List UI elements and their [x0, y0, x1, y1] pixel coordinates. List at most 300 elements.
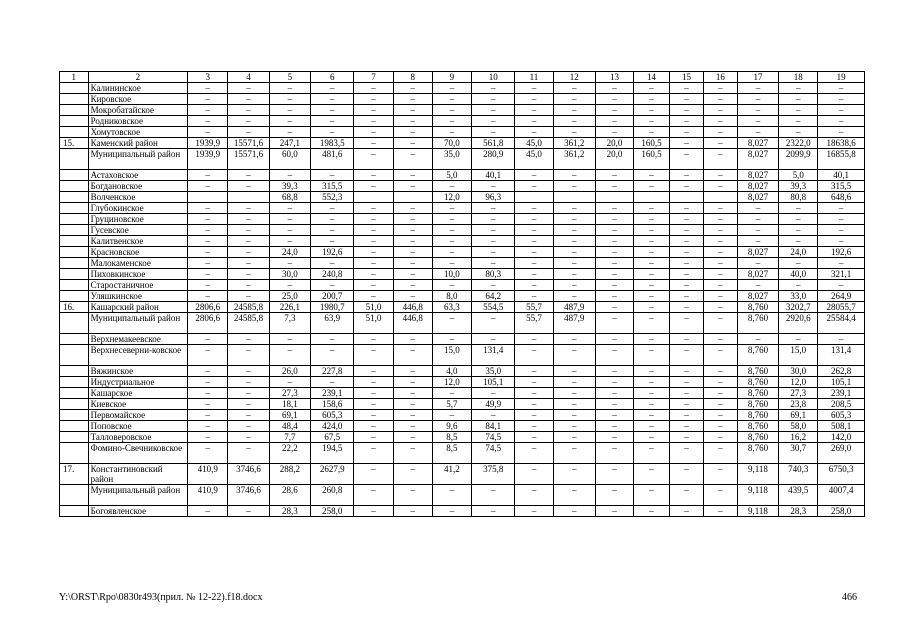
- value-cell: 28,6: [269, 485, 310, 506]
- table-row: [60, 203, 865, 214]
- value-cell: 8,760: [737, 302, 778, 313]
- value-cell: –: [471, 247, 514, 258]
- value-cell: 12,0: [432, 377, 471, 388]
- value-cell: 1980,7: [311, 302, 354, 313]
- value-cell: –: [432, 236, 471, 247]
- value-cell: 1939,9: [188, 138, 228, 149]
- value-cell: –: [670, 399, 704, 410]
- value-cell: –: [354, 399, 393, 410]
- value-cell: –: [228, 127, 269, 138]
- row-number-cell: [60, 399, 89, 410]
- table-row: [60, 149, 865, 170]
- row-number-cell: [60, 116, 89, 127]
- value-cell: –: [432, 105, 471, 116]
- value-cell: 446,8: [393, 302, 432, 313]
- value-cell: 446,8: [393, 313, 432, 334]
- value-cell: [188, 192, 228, 203]
- row-name-cell: Муниципальный район: [88, 313, 188, 334]
- value-cell: –: [311, 258, 354, 269]
- value-cell: –: [393, 506, 432, 517]
- value-cell: –: [393, 366, 432, 377]
- value-cell: –: [228, 506, 269, 517]
- value-cell: 8,760: [737, 377, 778, 388]
- value-cell: –: [432, 225, 471, 236]
- row-name-cell: Глубокинское: [88, 203, 188, 214]
- value-cell: 55,7: [515, 313, 553, 334]
- value-cell: –: [670, 280, 704, 291]
- value-cell: –: [670, 485, 704, 506]
- value-cell: –: [269, 377, 310, 388]
- value-cell: 260,8: [311, 485, 354, 506]
- row-number-cell: [60, 105, 89, 116]
- value-cell: –: [634, 506, 670, 517]
- value-cell: –: [595, 302, 633, 313]
- value-cell: 30,7: [779, 443, 818, 464]
- value-cell: 8,027: [737, 247, 778, 258]
- value-cell: –: [432, 83, 471, 94]
- value-cell: –: [354, 377, 393, 388]
- value-cell: –: [188, 203, 228, 214]
- row-name-cell: Первомайское: [88, 410, 188, 421]
- value-cell: –: [471, 225, 514, 236]
- value-cell: –: [515, 203, 553, 214]
- value-cell: –: [354, 236, 393, 247]
- value-cell: 8,760: [737, 345, 778, 366]
- row-name-cell: Калининское: [88, 83, 188, 94]
- value-cell: –: [553, 421, 595, 432]
- value-cell: 105,1: [818, 377, 865, 388]
- value-cell: –: [515, 225, 553, 236]
- table-row: [60, 399, 865, 410]
- value-cell: –: [354, 269, 393, 280]
- header-cell: 14: [634, 72, 670, 83]
- value-cell: –: [432, 506, 471, 517]
- value-cell: –: [634, 366, 670, 377]
- value-cell: –: [703, 94, 737, 105]
- value-cell: 315,5: [311, 181, 354, 192]
- value-cell: 58,0: [779, 421, 818, 432]
- value-cell: –: [634, 345, 670, 366]
- value-cell: –: [269, 225, 310, 236]
- header-cell: 5: [269, 72, 310, 83]
- value-cell: –: [595, 443, 633, 464]
- value-cell: –: [471, 203, 514, 214]
- value-cell: –: [595, 313, 633, 334]
- value-cell: –: [553, 181, 595, 192]
- row-name-cell: Вяжинское: [88, 366, 188, 377]
- value-cell: 40,1: [471, 170, 514, 181]
- value-cell: –: [553, 116, 595, 127]
- value-cell: –: [354, 388, 393, 399]
- value-cell: –: [393, 399, 432, 410]
- row-name-cell: Волченское: [88, 192, 188, 203]
- value-cell: –: [818, 258, 865, 269]
- value-cell: –: [354, 258, 393, 269]
- value-cell: –: [188, 388, 228, 399]
- value-cell: –: [188, 334, 228, 345]
- value-cell: –: [354, 410, 393, 421]
- value-cell: –: [228, 366, 269, 377]
- value-cell: –: [354, 366, 393, 377]
- value-cell: –: [703, 83, 737, 94]
- value-cell: –: [670, 94, 704, 105]
- value-cell: 69,1: [779, 410, 818, 421]
- value-cell: –: [553, 94, 595, 105]
- value-cell: –: [703, 269, 737, 280]
- value-cell: –: [515, 280, 553, 291]
- value-cell: 226,1: [269, 302, 310, 313]
- value-cell: 24585,8: [228, 313, 269, 334]
- value-cell: –: [703, 313, 737, 334]
- value-cell: –: [595, 269, 633, 280]
- row-name-cell: Каменский район: [88, 138, 188, 149]
- value-cell: –: [595, 247, 633, 258]
- value-cell: 51,0: [354, 313, 393, 334]
- value-cell: –: [737, 105, 778, 116]
- value-cell: 258,0: [818, 506, 865, 517]
- value-cell: –: [595, 181, 633, 192]
- value-cell: –: [269, 83, 310, 94]
- table-row: [60, 236, 865, 247]
- row-number-cell: [60, 443, 89, 464]
- value-cell: –: [670, 127, 704, 138]
- value-cell: 70,0: [432, 138, 471, 149]
- value-cell: –: [354, 94, 393, 105]
- value-cell: [515, 192, 553, 203]
- value-cell: –: [634, 388, 670, 399]
- value-cell: –: [595, 83, 633, 94]
- header-cell: 16: [703, 72, 737, 83]
- value-cell: –: [188, 94, 228, 105]
- value-cell: –: [354, 421, 393, 432]
- value-cell: 605,3: [818, 410, 865, 421]
- row-number-cell: [60, 421, 89, 432]
- value-cell: –: [634, 258, 670, 269]
- row-number-cell: [60, 247, 89, 258]
- value-cell: 9,118: [737, 485, 778, 506]
- value-cell: –: [595, 432, 633, 443]
- value-cell: –: [595, 127, 633, 138]
- value-cell: –: [228, 258, 269, 269]
- data-table: [59, 71, 865, 517]
- value-cell: –: [595, 464, 633, 485]
- value-cell: –: [553, 506, 595, 517]
- value-cell: 41,2: [432, 464, 471, 485]
- row-name-cell: Муниципальный район: [88, 485, 188, 506]
- value-cell: –: [703, 291, 737, 302]
- row-number-cell: [60, 170, 89, 181]
- value-cell: –: [354, 149, 393, 170]
- value-cell: –: [393, 485, 432, 506]
- table-row: [60, 105, 865, 116]
- header-cell: 2: [88, 72, 188, 83]
- value-cell: –: [188, 116, 228, 127]
- value-cell: –: [228, 181, 269, 192]
- table-row: [60, 432, 865, 443]
- value-cell: 8,027: [737, 149, 778, 170]
- value-cell: –: [703, 410, 737, 421]
- row-name-cell: Киевское: [88, 399, 188, 410]
- value-cell: –: [432, 313, 471, 334]
- value-cell: –: [432, 258, 471, 269]
- value-cell: –: [670, 236, 704, 247]
- value-cell: –: [634, 377, 670, 388]
- header-cell: 7: [354, 72, 393, 83]
- value-cell: –: [188, 280, 228, 291]
- value-cell: 67,5: [311, 432, 354, 443]
- value-cell: 40,1: [818, 170, 865, 181]
- value-cell: –: [393, 377, 432, 388]
- table-row: [60, 225, 865, 236]
- value-cell: 8,760: [737, 366, 778, 377]
- value-cell: –: [354, 116, 393, 127]
- value-cell: –: [553, 170, 595, 181]
- value-cell: –: [553, 388, 595, 399]
- row-name-cell: Астаховское: [88, 170, 188, 181]
- value-cell: –: [670, 83, 704, 94]
- value-cell: –: [432, 485, 471, 506]
- table-row: [60, 192, 865, 203]
- value-cell: –: [737, 83, 778, 94]
- row-number-cell: [60, 366, 89, 377]
- value-cell: 35,0: [471, 366, 514, 377]
- value-cell: 247,1: [269, 138, 310, 149]
- value-cell: –: [634, 280, 670, 291]
- value-cell: –: [188, 506, 228, 517]
- value-cell: 30,0: [269, 269, 310, 280]
- value-cell: 8,760: [737, 443, 778, 464]
- value-cell: –: [311, 345, 354, 366]
- table-row: [60, 247, 865, 258]
- value-cell: 2806,6: [188, 302, 228, 313]
- value-cell: –: [188, 291, 228, 302]
- value-cell: –: [779, 214, 818, 225]
- value-cell: 315,5: [818, 181, 865, 192]
- value-cell: –: [228, 203, 269, 214]
- value-cell: 16855,8: [818, 149, 865, 170]
- value-cell: 12,0: [432, 192, 471, 203]
- value-cell: –: [228, 225, 269, 236]
- value-cell: –: [515, 399, 553, 410]
- value-cell: –: [432, 280, 471, 291]
- value-cell: 552,3: [311, 192, 354, 203]
- row-number-cell: 17.: [60, 464, 89, 485]
- row-number-cell: [60, 236, 89, 247]
- value-cell: –: [670, 410, 704, 421]
- value-cell: –: [703, 366, 737, 377]
- value-cell: –: [393, 138, 432, 149]
- value-cell: –: [818, 83, 865, 94]
- value-cell: –: [393, 464, 432, 485]
- value-cell: –: [471, 105, 514, 116]
- value-cell: –: [737, 94, 778, 105]
- row-name-cell: Богоявленское: [88, 506, 188, 517]
- value-cell: –: [269, 236, 310, 247]
- value-cell: –: [634, 105, 670, 116]
- value-cell: –: [432, 388, 471, 399]
- value-cell: –: [818, 116, 865, 127]
- value-cell: [354, 192, 393, 203]
- value-cell: –: [269, 214, 310, 225]
- header-cell: 11: [515, 72, 553, 83]
- value-cell: –: [471, 313, 514, 334]
- value-cell: –: [595, 485, 633, 506]
- value-cell: –: [737, 258, 778, 269]
- value-cell: –: [311, 225, 354, 236]
- row-name-cell: Талловеровское: [88, 432, 188, 443]
- value-cell: 25,0: [269, 291, 310, 302]
- value-cell: –: [393, 127, 432, 138]
- value-cell: –: [634, 225, 670, 236]
- value-cell: –: [188, 377, 228, 388]
- value-cell: –: [703, 432, 737, 443]
- value-cell: –: [354, 83, 393, 94]
- value-cell: 55,7: [515, 302, 553, 313]
- value-cell: –: [269, 203, 310, 214]
- value-cell: –: [471, 334, 514, 345]
- row-number-cell: [60, 388, 89, 399]
- value-cell: –: [515, 485, 553, 506]
- value-cell: –: [188, 170, 228, 181]
- table-row: [60, 410, 865, 421]
- value-cell: 262,8: [818, 366, 865, 377]
- value-cell: –: [432, 214, 471, 225]
- value-cell: 96,3: [471, 192, 514, 203]
- value-cell: –: [471, 236, 514, 247]
- value-cell: 239,1: [311, 388, 354, 399]
- row-number-cell: [60, 432, 89, 443]
- row-number-cell: [60, 214, 89, 225]
- value-cell: 15,0: [432, 345, 471, 366]
- row-name-cell: Поповское: [88, 421, 188, 432]
- row-number-cell: [60, 258, 89, 269]
- value-cell: 45,0: [515, 149, 553, 170]
- value-cell: 7,7: [269, 432, 310, 443]
- value-cell: –: [515, 94, 553, 105]
- value-cell: 7,3: [269, 313, 310, 334]
- value-cell: –: [553, 269, 595, 280]
- header-cell: 15: [670, 72, 704, 83]
- value-cell: 8,027: [737, 291, 778, 302]
- value-cell: –: [634, 247, 670, 258]
- value-cell: –: [703, 399, 737, 410]
- value-cell: –: [553, 443, 595, 464]
- value-cell: –: [703, 506, 737, 517]
- row-name-cell: Родниковское: [88, 116, 188, 127]
- value-cell: –: [354, 432, 393, 443]
- value-cell: –: [354, 443, 393, 464]
- value-cell: –: [737, 225, 778, 236]
- value-cell: –: [471, 410, 514, 421]
- row-name-cell: Константиновский район: [88, 464, 188, 485]
- value-cell: –: [354, 506, 393, 517]
- value-cell: –: [515, 421, 553, 432]
- row-name-cell: Груциновское: [88, 214, 188, 225]
- value-cell: 160,5: [634, 149, 670, 170]
- value-cell: –: [595, 377, 633, 388]
- value-cell: –: [737, 116, 778, 127]
- value-cell: 487,9: [553, 302, 595, 313]
- value-cell: [393, 192, 432, 203]
- row-name-cell: Фомино-Свечниковское: [88, 443, 188, 464]
- value-cell: –: [553, 485, 595, 506]
- value-cell: –: [553, 280, 595, 291]
- value-cell: 23,8: [779, 399, 818, 410]
- value-cell: 60,0: [269, 149, 310, 170]
- value-cell: –: [188, 105, 228, 116]
- value-cell: 740,3: [779, 464, 818, 485]
- value-cell: [703, 192, 737, 203]
- value-cell: 424,0: [311, 421, 354, 432]
- value-cell: 74,5: [471, 432, 514, 443]
- value-cell: –: [703, 388, 737, 399]
- value-cell: –: [393, 149, 432, 170]
- value-cell: –: [553, 345, 595, 366]
- value-cell: 28055,7: [818, 302, 865, 313]
- value-cell: –: [188, 181, 228, 192]
- value-cell: –: [188, 83, 228, 94]
- value-cell: 8,5: [432, 443, 471, 464]
- value-cell: 80,8: [779, 192, 818, 203]
- row-name-cell: Хомутовское: [88, 127, 188, 138]
- value-cell: –: [515, 181, 553, 192]
- value-cell: –: [779, 258, 818, 269]
- value-cell: [634, 192, 670, 203]
- table-row: [60, 258, 865, 269]
- value-cell: –: [515, 83, 553, 94]
- value-cell: –: [515, 388, 553, 399]
- value-cell: –: [188, 236, 228, 247]
- value-cell: –: [188, 214, 228, 225]
- header-cell: 3: [188, 72, 228, 83]
- value-cell: 508,1: [818, 421, 865, 432]
- value-cell: –: [311, 377, 354, 388]
- value-cell: 361,2: [553, 149, 595, 170]
- value-cell: –: [670, 170, 704, 181]
- row-name-cell: Верхнесеверни-ковское: [88, 345, 188, 366]
- value-cell: 15,0: [779, 345, 818, 366]
- value-cell: 39,3: [269, 181, 310, 192]
- table-row: [60, 388, 865, 399]
- value-cell: 39,3: [779, 181, 818, 192]
- value-cell: –: [595, 366, 633, 377]
- value-cell: –: [393, 345, 432, 366]
- value-cell: –: [553, 399, 595, 410]
- value-cell: 269,0: [818, 443, 865, 464]
- value-cell: –: [703, 258, 737, 269]
- row-name-cell: Кировское: [88, 94, 188, 105]
- value-cell: –: [515, 214, 553, 225]
- value-cell: –: [311, 83, 354, 94]
- value-cell: [595, 192, 633, 203]
- value-cell: –: [354, 181, 393, 192]
- value-cell: –: [432, 94, 471, 105]
- value-cell: [228, 192, 269, 203]
- row-name-cell: Гусевское: [88, 225, 188, 236]
- value-cell: –: [269, 258, 310, 269]
- header-cell: 17: [737, 72, 778, 83]
- value-cell: –: [188, 247, 228, 258]
- table-row: [60, 443, 865, 464]
- value-cell: 20,0: [595, 138, 633, 149]
- value-cell: –: [670, 313, 704, 334]
- value-cell: 10,0: [432, 269, 471, 280]
- value-cell: –: [311, 170, 354, 181]
- value-cell: –: [818, 203, 865, 214]
- value-cell: 280,9: [471, 149, 514, 170]
- value-cell: –: [779, 225, 818, 236]
- value-cell: –: [634, 334, 670, 345]
